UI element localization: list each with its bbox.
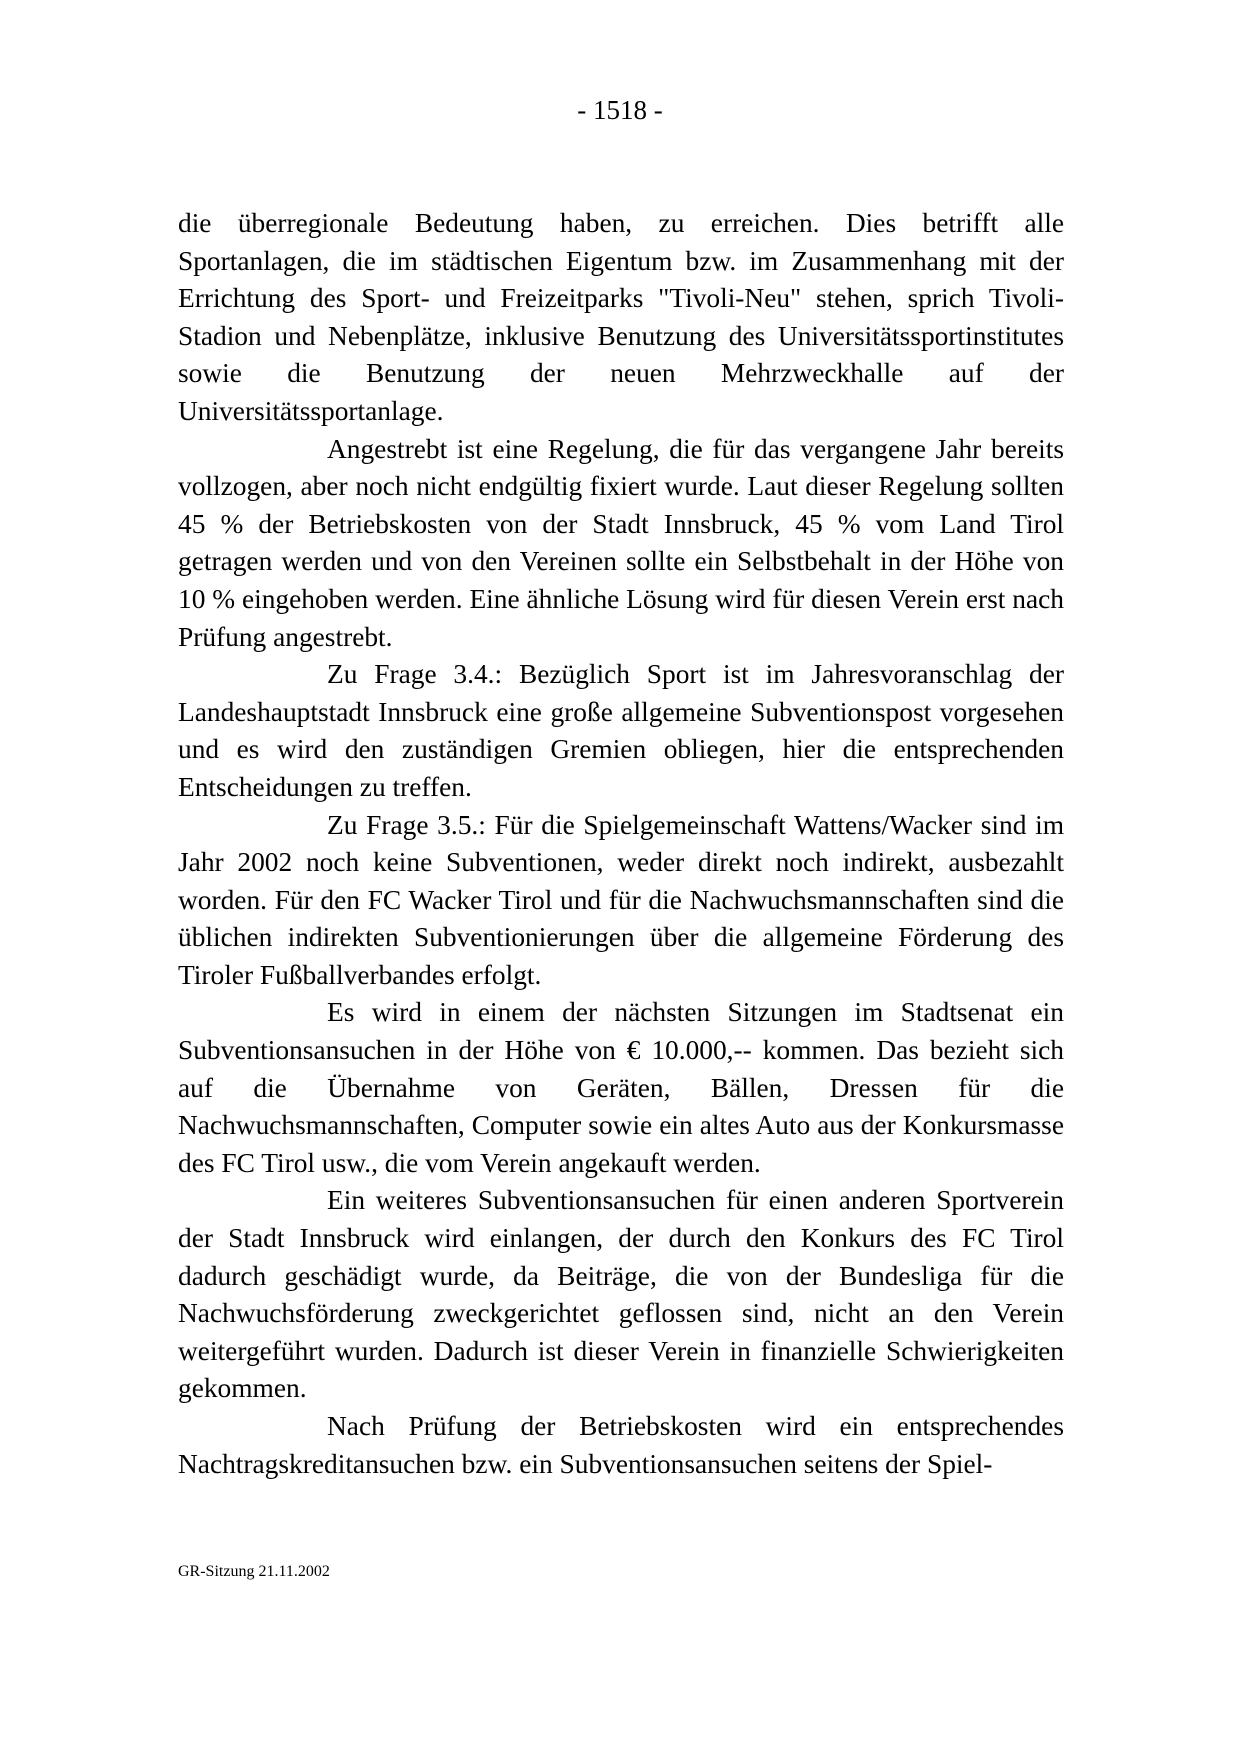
paragraph: Angestrebt ist eine Regelung, die für das vergangene Jahr bereits vollzogen, aber noch nicht endgültig fixiert wurde. Laut dieser Regelung sollten 45 % der Betriebskosten von der Stadt Innsbruck, 45 % vom Land Tirol getragen werden und von den Vereinen sollte ein Selbstbehalt in der Höhe von 10 % eingehoben werden. Eine ähnliche Lösung wird für diesen Verein erst nach Prüfung angestrebt. — [178, 433, 1064, 652]
paragraph: Ein weiteres Subventionsansuchen für einen anderen Sportverein der Stadt Innsbruck wird einlangen, der durch den Konkurs des FC Tirol dadurch geschädigt wurde, da Beiträge, die von der Bundesliga für die Nachwuchsförderung zweckgerichtet geflossen sind, nicht an den Verein weitergeführt wurden. Dadurch ist dieser Verein in finanzielle Schwierigkeiten gekommen. — [178, 1185, 1064, 1404]
body-text — [178, 205, 1064, 1483]
paragraph: Zu Frage 3.4.: Bezüglich Sport ist im Jahresvoranschlag der Landeshauptstadt Innsbruck eine große allgemeine Subventionspost vorgesehen und es wird den zuständigen Gremien obliegen, hier die entsprechenden Entscheidungen zu treffen. — [178, 659, 1064, 802]
paragraph: Es wird in einem der nächsten Sitzungen im Stadtsenat ein Subventionsansuchen in der Höhe von € 10.000,-- kommen. Das bezieht sich auf die Übernahme von Geräten, Bällen, Dressen für die Nachwuchsmannschaften, Computer sowie ein altes Auto aus der Konkursmasse des FC Tirol usw., die vom Verein angekauft werden. — [178, 997, 1064, 1178]
paragraph: Nach Prüfung der Betriebskosten wird ein entsprechendes Nachtragskreditansuchen bzw. ein Subventionsansuchen seitens der Spiel- — [178, 1411, 1064, 1479]
paragraph: die überregionale Bedeutung haben, zu erreichen. Dies betrifft alle Sportanlagen, die im städtischen Eigentum bzw. im Zusammenhang mit der Errichtung des Sport- und Freizeitparks "Tivoli-Neu" stehen, sprich Tivoli-Stadion und Nebenplätze, inklusive Benutzung des Universitätssportinstitutes sowie die Benutzung der neuen Mehrzweckhalle auf der Universitätssportanlage. — [178, 208, 1064, 426]
page-number: - 1518 - — [577, 95, 663, 125]
footer-session-date: GR-Sitzung 21.11.2002 — [178, 1563, 330, 1580]
paragraph: Zu Frage 3.5.: Für die Spielgemeinschaft Wattens/Wacker sind im Jahr 2002 noch keine Subventionen, weder direkt noch indirekt, ausbezahlt worden. Für den FC Wacker Tirol und für die Nachwuchsmannschaften sind die üblichen indirekten Subventionierungen über die allgemeine Förderung des Tiroler Fußballverbandes erfolgt. — [178, 809, 1064, 990]
